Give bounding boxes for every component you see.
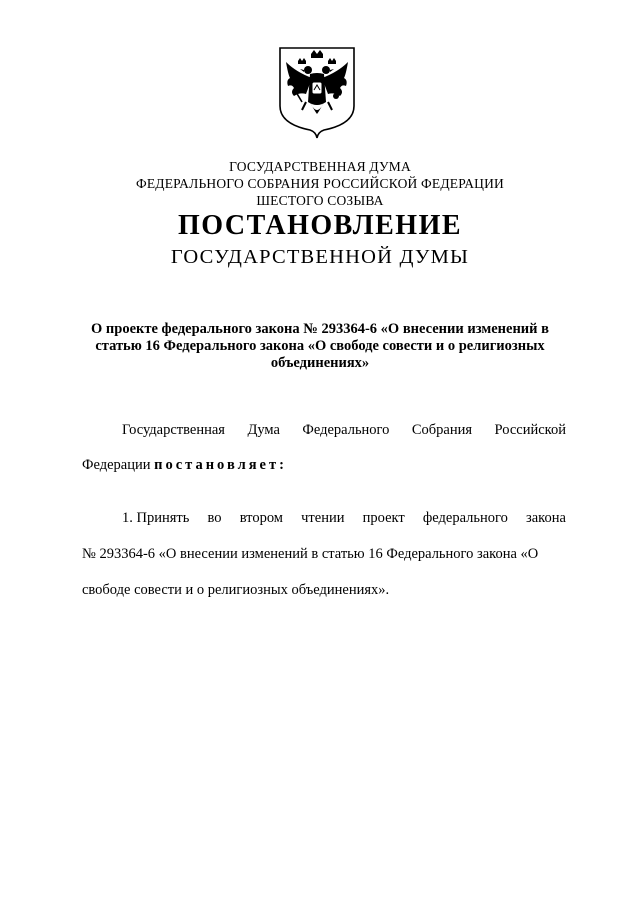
point-1-word: закона [526, 510, 566, 526]
preamble-word: Федерального [302, 422, 390, 438]
point-1-line-1 [122, 509, 566, 527]
preamble-line-2 [82, 456, 287, 474]
preamble-word: Российской [494, 422, 566, 438]
point-1-word: федерального [422, 510, 508, 526]
resolves-word: постановляет: [154, 457, 287, 473]
org-line-2: ФЕДЕРАЛЬНОГО СОБРАНИЯ РОССИЙСКОЙ ФЕДЕРАЦИИ [136, 176, 504, 191]
point-1-word: проект [362, 510, 405, 526]
org-line-1: ГОСУДАРСТВЕННАЯ ДУМА [229, 159, 411, 174]
point-1-word: втором [239, 510, 283, 526]
document-subtitle: ГОСУДАРСТВЕННОЙ ДУМЫ [170, 246, 470, 268]
preamble-word: Дума [247, 422, 280, 438]
org-line-3: ШЕСТОГО СОЗЫВА [256, 193, 384, 208]
subject-line-1: О проекте федерального закона № 293364-6 «О внесении изменений в [91, 321, 549, 337]
subject-line-2: статью 16 Федерального закона «О свободе совести и о религиозных [95, 338, 545, 354]
point-1-word: чтении [301, 510, 345, 526]
coat-of-arms-emblem-icon [276, 44, 358, 140]
point-1-line-3: свободе совести и о религиозных объединениях». [82, 582, 390, 598]
document-title: ПОСТАНОВЛЕНИЕ [177, 210, 463, 241]
preamble-word: Государственная [122, 422, 225, 438]
point-1-word: 1. Принять [122, 510, 190, 526]
point-1-word: во [207, 510, 222, 526]
subject-line-3: объединениях» [270, 355, 370, 371]
preamble-word: Собрания [411, 422, 473, 438]
preamble-federation-word: Федерации [82, 457, 151, 473]
point-1-line-2: № 293364-6 «О внесении изменений в статью 16 Федерального закона «О [82, 546, 539, 562]
preamble-line-1 [122, 421, 566, 439]
subject-block [90, 321, 550, 372]
